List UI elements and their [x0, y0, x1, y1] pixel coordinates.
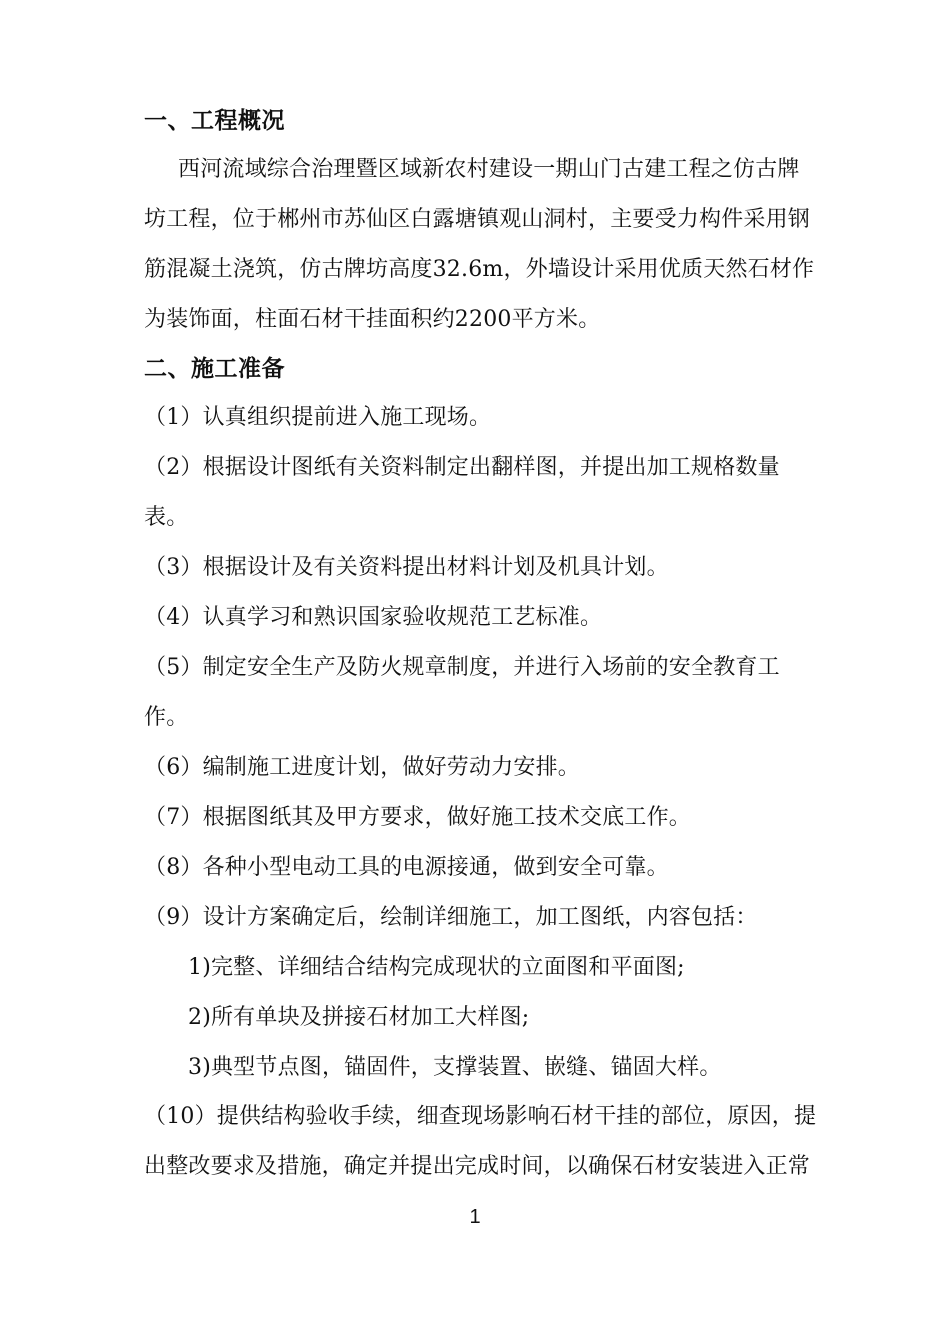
sub-list-item: 2)所有单块及拼接石材加工大样图;	[188, 1005, 530, 1030]
list-item-continuation: 表。	[144, 505, 189, 530]
list-item: （6）编制施工进度计划，做好劳动力安排。	[144, 755, 580, 780]
section-heading-preparation: 二、施工准备	[144, 356, 285, 382]
sub-list-item: 3)典型节点图，锚固件，支撑装置、嵌缝、锚固大样。	[188, 1055, 722, 1080]
list-item-continuation: 作。	[144, 705, 189, 730]
list-item: （2）根据设计图纸有关资料制定出翻样图，并提出加工规格数量	[144, 455, 780, 480]
list-item-continuation: 出整改要求及措施，确定并提出完成时间，以确保石材安装进入正常	[144, 1154, 811, 1179]
list-item: （4）认真学习和熟识国家验收规范工艺标准。	[144, 605, 603, 630]
list-item: （8）各种小型电动工具的电源接通，做到安全可靠。	[144, 855, 669, 880]
sub-list-item: 1)完整、详细结合结构完成现状的立面图和平面图;	[188, 955, 685, 980]
section-heading-overview: 一、工程概况	[144, 108, 285, 134]
list-item: （3）根据设计及有关资料提出材料计划及机具计划。	[144, 555, 669, 580]
paragraph-line: 筋混凝土浇筑，仿古牌坊高度32.6m，外墙设计采用优质天然石材作	[144, 257, 815, 282]
paragraph-line: 西河流域综合治理暨区域新农村建设一期山门古建工程之仿古牌	[178, 157, 800, 182]
list-item: （1）认真组织提前进入施工现场。	[144, 405, 492, 430]
page-number: 1	[469, 1206, 481, 1228]
list-item: （7）根据图纸其及甲方要求，做好施工技术交底工作。	[144, 805, 691, 830]
paragraph-line: 坊工程，位于郴州市苏仙区白露塘镇观山洞村，主要受力构件采用钢	[144, 207, 811, 232]
list-item: （10）提供结构验收手续，细查现场影响石材干挂的部位，原因，提	[144, 1104, 817, 1129]
list-item: （5）制定安全生产及防火规章制度，并进行入场前的安全教育工	[144, 655, 780, 680]
list-item: （9）设计方案确定后，绘制详细施工，加工图纸，内容包括：	[144, 905, 758, 930]
paragraph-line: 为装饰面，柱面石材干挂面积约2200平方米。	[144, 307, 601, 332]
